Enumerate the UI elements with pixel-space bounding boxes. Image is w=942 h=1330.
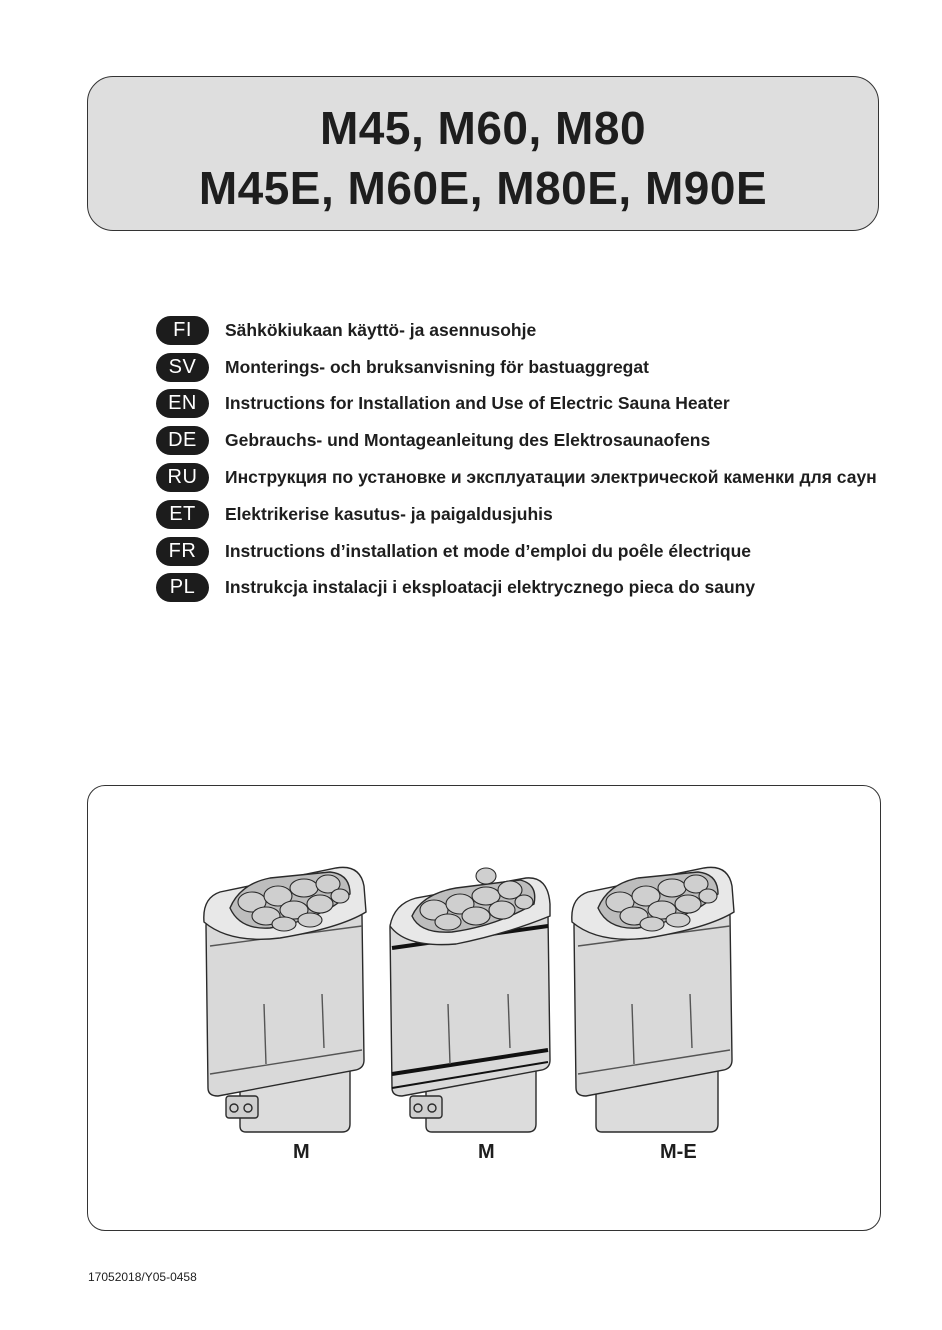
language-item [156,422,877,459]
language-title: Instructions d’installation et mode d’emploi du poêle électrique [225,540,752,561]
heater-m-black-trim-illustration [386,864,556,1136]
title-line-1: M45, M60, M80 [319,102,647,154]
language-title: Gebrauchs- und Montageanleitung des Elektrosaunaofens [225,430,711,451]
language-list [156,312,877,606]
title-line-2: M45E, M60E, M80E, M90E [198,162,768,214]
language-code-badge: FR [156,537,209,566]
heater-caption: M-E [660,1141,697,1163]
document-number: 17052018/Y05-0458 [88,1270,197,1284]
language-item [156,312,877,349]
heater-caption: M [478,1141,495,1163]
language-item [156,459,877,496]
language-code-badge: DE [156,426,209,455]
language-title: Elektrikerise kasutus- ja paigaldusjuhis [225,503,553,524]
language-code-badge: ET [156,500,209,529]
language-title: Monterings- och bruksanvisning för bastuaggregat [225,356,649,377]
language-code-badge: SV [156,353,209,382]
language-code-badge: FI [156,316,209,345]
language-title: Instructions for Installation and Use of Electric Sauna Heater [225,393,730,414]
language-item [156,533,877,570]
language-item [156,570,877,607]
language-code-badge: RU [156,463,209,492]
title-box [87,76,879,231]
heater-m-illustration [200,864,370,1136]
product-illustration-box [87,785,881,1231]
language-code-badge: PL [156,573,209,602]
language-code-badge: EN [156,389,209,418]
language-item [156,496,877,533]
heater-caption: M [293,1141,310,1163]
heater-m-e-illustration [568,864,738,1136]
language-item [156,386,877,423]
language-title: Инструкция по установке и эксплуатации электрической каменки для саун [225,467,877,488]
language-item [156,349,877,386]
language-title: Instrukcja instalacji i eksploatacji elektrycznego pieca do sauny [225,577,756,598]
language-title: Sähkökiukaan käyttö- ja asennusohje [225,319,537,340]
